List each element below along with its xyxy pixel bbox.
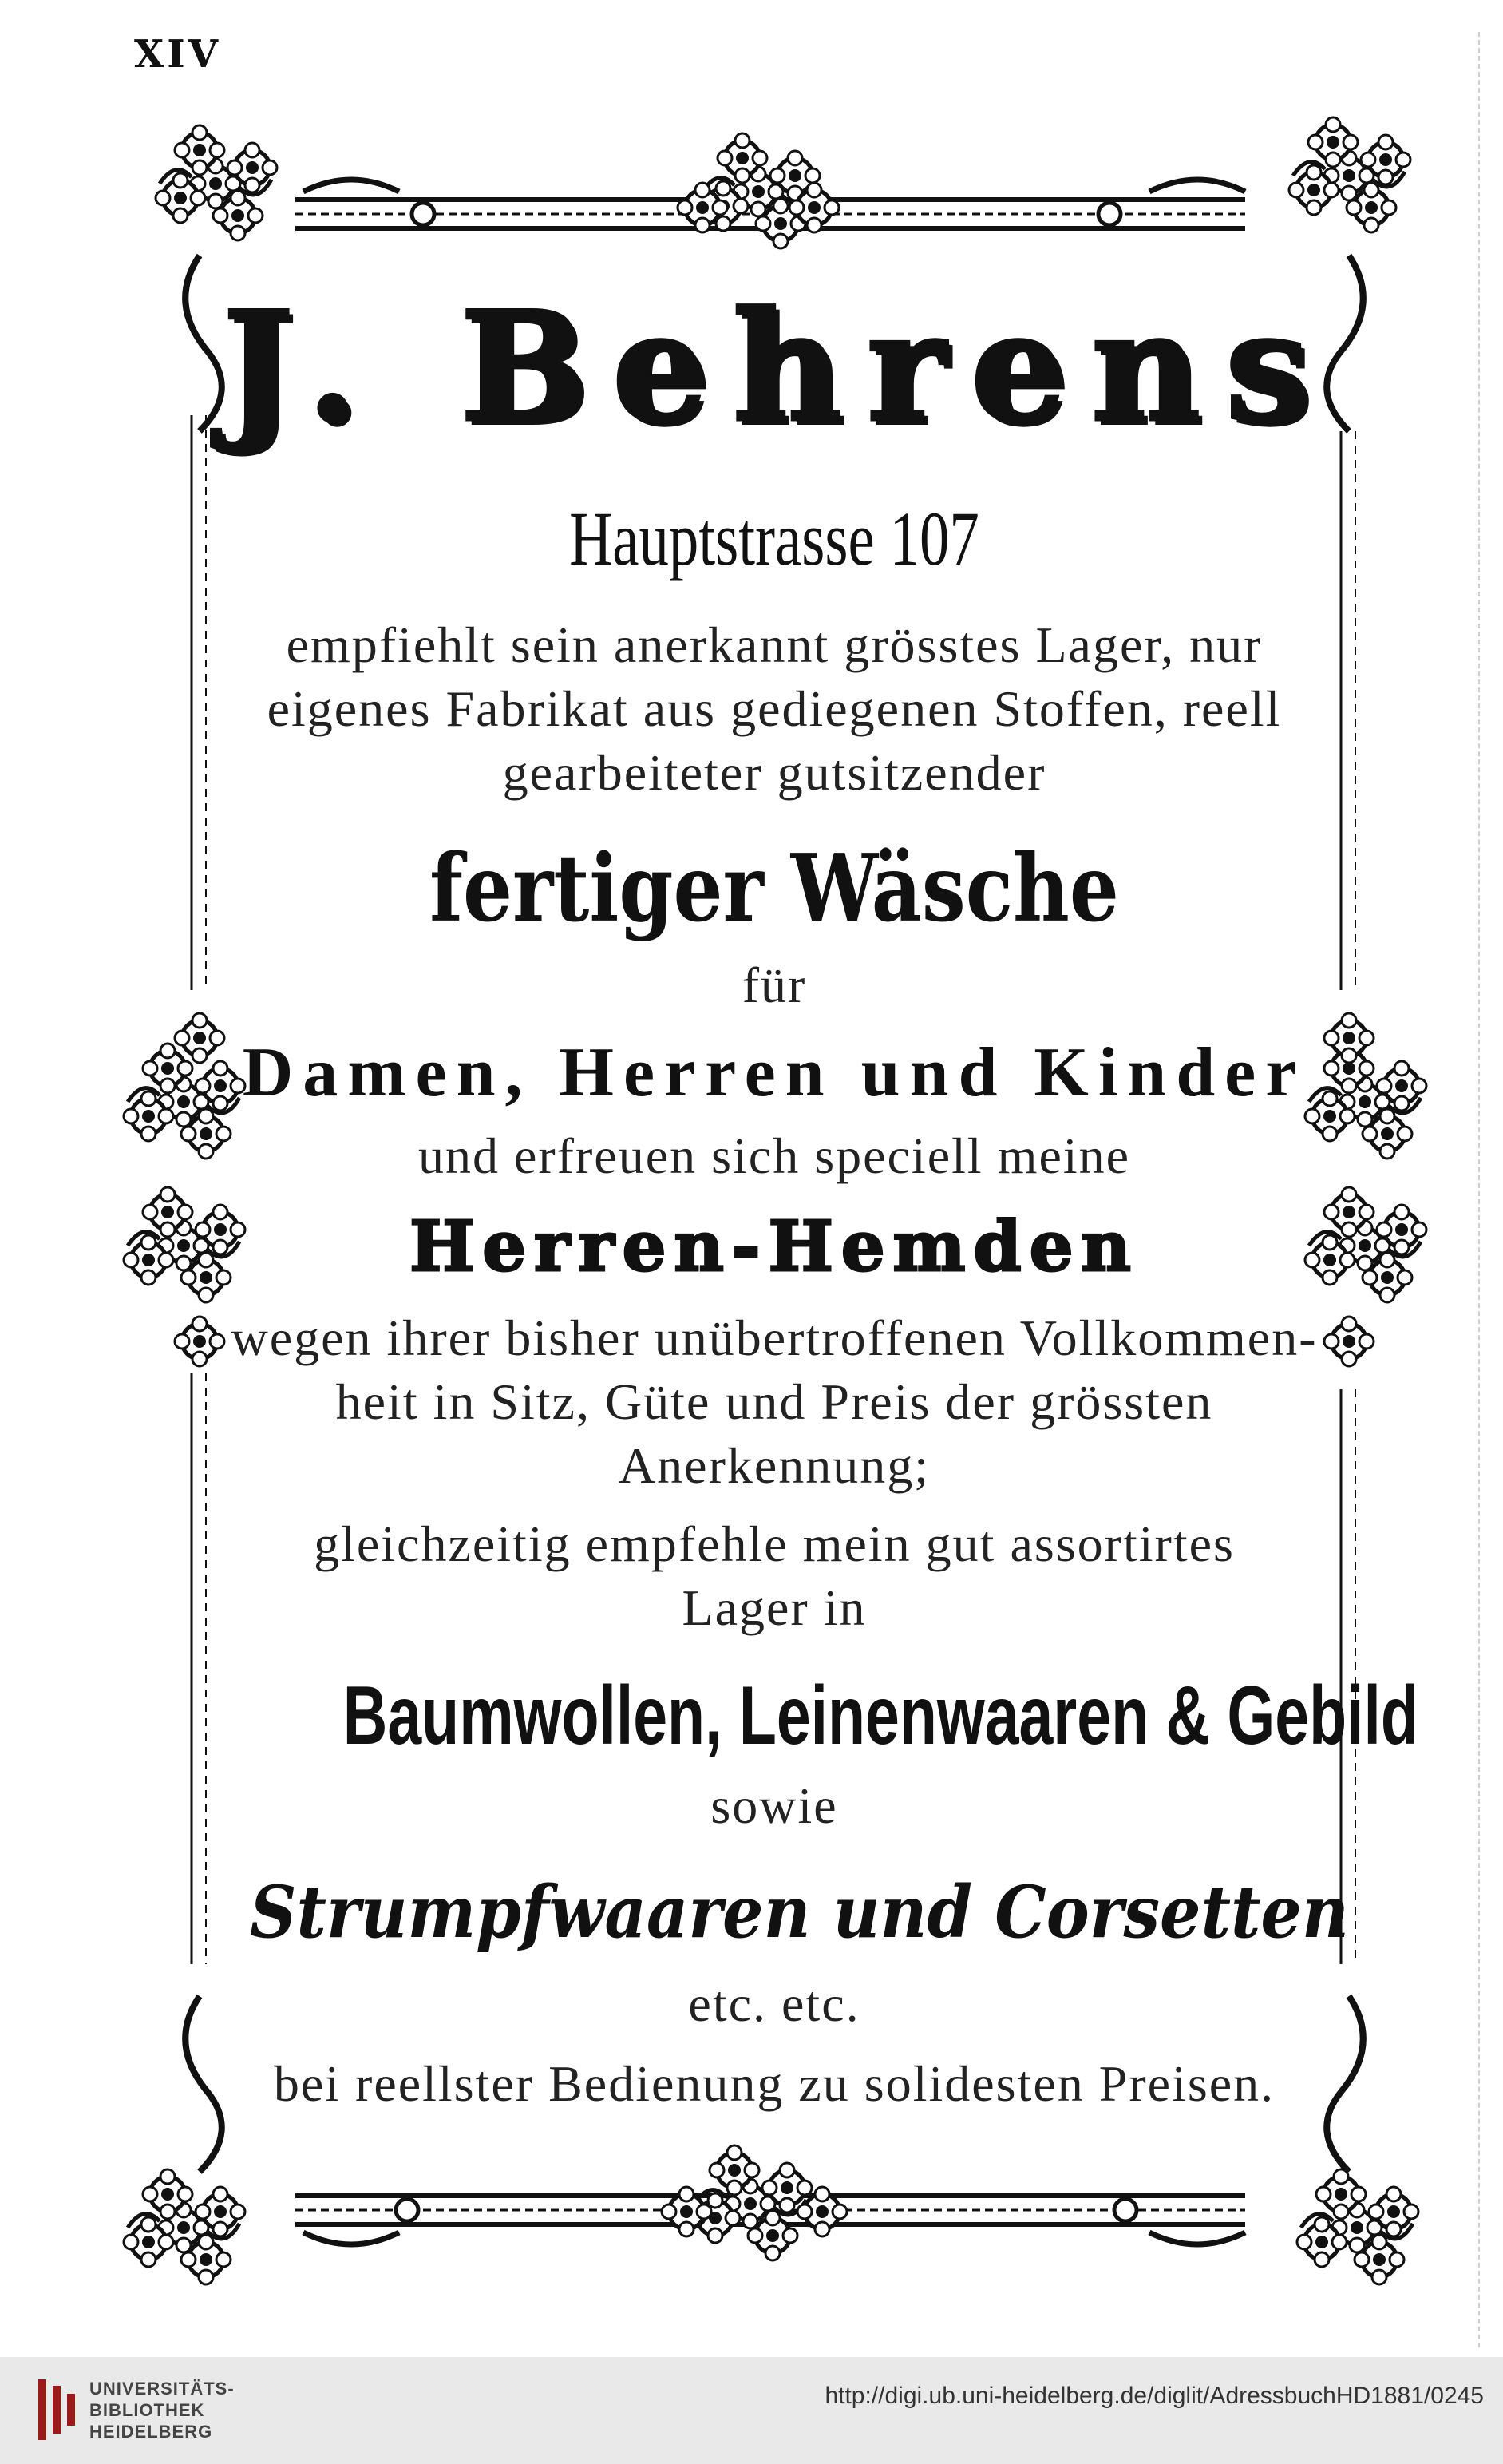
goods-heading: Baumwollen, Leinenwaaren & Gebild: [342, 1670, 1418, 1762]
address: Hauptstrasse 107: [569, 496, 979, 581]
audience-line: Damen, Herren und Kinder: [242, 1034, 1307, 1111]
also-line: Lager in: [682, 1579, 867, 1636]
permalink-url[interactable]: http://digi.ub.uni-heidelberg.de/diglit/AdressbuchHD1881/0245: [825, 2383, 1484, 2409]
fuer-text: für: [742, 957, 807, 1013]
closing-line: bei reellster Bedienung zu solidesten Preisen.: [273, 2055, 1276, 2112]
intro-line: empfiehlt sein anerkannt grösstes Lager, nur: [286, 616, 1263, 673]
transition-line: und erfreuen sich speciell meine: [417, 1127, 1131, 1184]
library-name-line: UNIVERSITÄTS-: [89, 2379, 235, 2399]
digitization-footer: [0, 2357, 1503, 2464]
etc-text: etc. etc.: [688, 1975, 860, 2032]
library-name-line: HEIDELBERG: [89, 2422, 213, 2442]
intro-line: gearbeiteter gutsitzender: [502, 744, 1046, 801]
praise-line: heit in Sitz, Güte und Preis der grössten: [335, 1373, 1213, 1430]
page-number: XIV: [134, 32, 221, 77]
praise-line: wegen ihrer bisher unübertroffenen Vollkommen-: [231, 1309, 1318, 1366]
library-name-line: BIBLIOTHEK: [89, 2400, 205, 2420]
praise-line: Anerkennung;: [618, 1437, 931, 1494]
library-logo-icon: [35, 2375, 80, 2445]
advertisement-text: [192, 271, 1418, 2116]
firm-name: J. Behrens: [222, 278, 1335, 456]
also-line: gleichzeitig empfehle mein gut assortirtes: [314, 1515, 1235, 1572]
product-heading: fertiger Wäsche: [429, 834, 1119, 943]
intro-line: eigenes Fabrikat aus gediegenen Stoffen, reell: [267, 680, 1282, 737]
goods2-heading: Strumpfwaaren und Corsetten: [250, 1870, 1349, 1955]
library-name: [89, 2378, 235, 2442]
sowie-text: sowie: [710, 1777, 838, 1834]
specialty-heading: Herren-Hemden: [409, 1206, 1139, 1287]
